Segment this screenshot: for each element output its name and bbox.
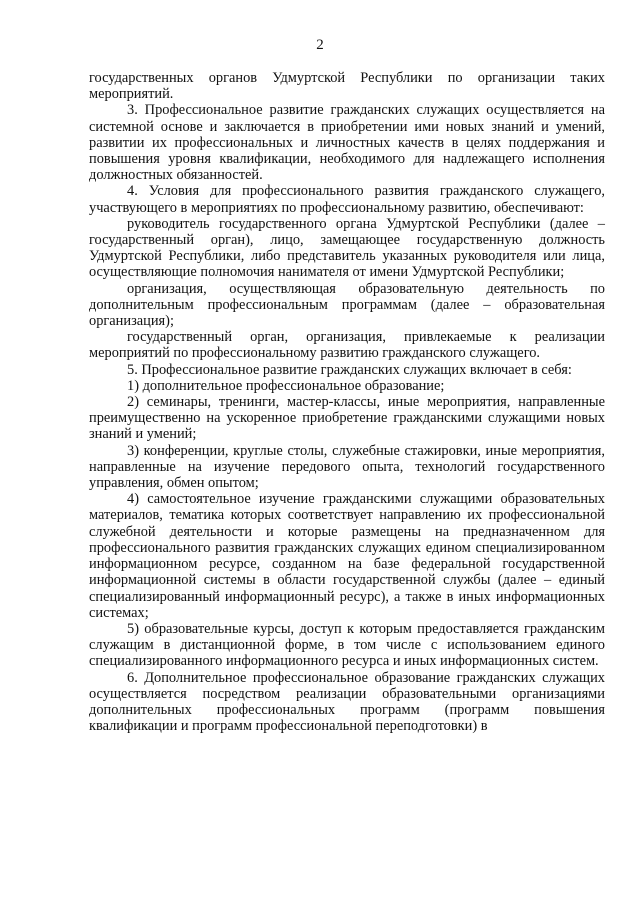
- page-number: 2: [316, 37, 324, 53]
- paragraph-item-3: 3. Профессиональное развитие гражданских служащих осуществляется на системной основе и заключается в приобретении ими новых знаний и умений, развитии их профессиональных и личностных качеств в целях поддержания и повышения уровня квалификации, необходимого для надлежащего исполнения должностных обязанностей.: [89, 102, 605, 184]
- list-item-3: 3) конференции, круглые столы, служебные стажировки, иные мероприятия, направленные на изучение передового опыта, технологий государственного управления, обмен опытом;: [89, 442, 605, 492]
- paragraph-engaged-org: государственный орган, организация, привлекаемые к реализации мероприятий по профессиональному развитию гражданского служащего.: [89, 329, 605, 362]
- paragraph-educational-org: организация, осуществляющая образовательную деятельность по дополнительным профессиональным программам (далее – образовательная организация);: [89, 280, 605, 330]
- paragraph-item-6: 6. Дополнительное профессиональное образование гражданских служащих осуществляется посредством реализации образовательными организациями дополнительных профессиональных программ (программ повышения квалификации и программ профессиональной переподготовки) в: [89, 669, 605, 735]
- list-item-1: 1) дополнительное профессиональное образование;: [127, 377, 445, 394]
- paragraph-head-of-agency: руководитель государственного органа Удмуртской Республики (далее – государственный орган), лицо, замещающее государственную должность Удмуртской Республики, либо представитель указанных руководителя или лица, осуществляющие полномочия нанимателя от имени Удмуртской Республики;: [89, 215, 605, 281]
- list-item-5: 5) образовательные курсы, доступ к которым предоставляется гражданским служащим в дистанционной форме, в том числе с использованием единого специализированного информационного ресурса и иных информационных систем.: [89, 620, 605, 670]
- list-item-4: 4) самостоятельное изучение гражданскими служащими образовательных материалов, тематика которых соответствует направлению их профессиональной служебной деятельности и которые размещены на предназначенном для профессионального развития гражданских служащих едином специализированном информационном ресурсе, созданном на базе федеральной государственной информационной системы в области государственной службы (далее – единый специализированный информационный ресурс), а также в иных информационных системах;: [89, 491, 605, 621]
- paragraph-continuation: государственных органов Удмуртской Республики по организации таких мероприятий.: [89, 70, 605, 103]
- document-body: [89, 70, 605, 734]
- list-item-2: 2) семинары, тренинги, мастер-классы, иные мероприятия, направленные преимущественно на ускоренное приобретение гражданскими служащими новых знаний и умений;: [89, 394, 605, 443]
- paragraph-item-5: 5. Профессиональное развитие гражданских служащих включает в себя:: [127, 361, 572, 378]
- paragraph-item-4: 4. Условия для профессионального развития гражданского служащего, участвующего в мероприятиях по профессиональному развитию, обеспечивают:: [89, 183, 605, 216]
